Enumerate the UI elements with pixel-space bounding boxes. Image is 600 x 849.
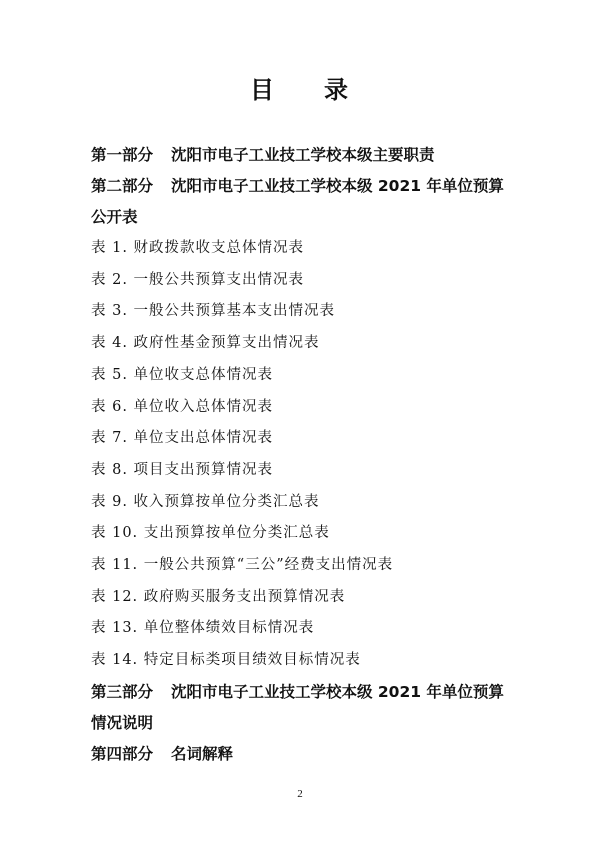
- page-number: 2: [297, 788, 303, 800]
- title-char-2: 录: [324, 76, 350, 104]
- part-number: 第三部分: [91, 682, 154, 701]
- toc-part-4: [91, 739, 521, 770]
- part-title: 沈阳市电子工业技工学校本级 2021 年单位预算: [171, 682, 504, 701]
- part-title: 沈阳市电子工业技工学校本级主要职责: [171, 146, 435, 164]
- title-char-1: 目: [250, 76, 276, 104]
- toc-part-1: [91, 140, 521, 171]
- table-of-contents: [91, 140, 521, 770]
- part-number: 第一部分: [91, 146, 154, 164]
- part-number: 第二部分: [91, 177, 154, 195]
- toc-table-item: 表 7. 单位支出总体情况表: [91, 430, 274, 447]
- toc-part-3: [91, 677, 521, 739]
- toc-table-item: 表 4. 政府性基金预算支出情况表: [91, 335, 320, 352]
- toc-table-item: 表 11. 一般公共预算“三公”经费支出情况表: [91, 557, 394, 574]
- toc-table-item: 表 8. 项目支出预算情况表: [91, 461, 274, 478]
- toc-table-item: 表 10. 支出预算按单位分类汇总表: [91, 525, 330, 542]
- toc-table-item: 表 5. 单位收支总体情况表: [91, 366, 274, 383]
- toc-table-item: 表 2. 一般公共预算支出情况表: [91, 271, 305, 288]
- toc-table-item: 表 14. 特定目标类项目绩效目标情况表: [91, 652, 361, 669]
- part-title-continued: 公开表: [91, 208, 138, 226]
- toc-part-2: [91, 171, 521, 233]
- toc-table-item: 表 9. 收入预算按单位分类汇总表: [91, 493, 320, 510]
- part-number: 第四部分: [91, 744, 154, 763]
- toc-table-item: 表 12. 政府购买服务支出预算情况表: [91, 588, 346, 605]
- toc-table-item: 表 3. 一般公共预算基本支出情况表: [91, 303, 336, 320]
- part-title: 沈阳市电子工业技工学校本级 2021 年单位预算: [171, 177, 504, 195]
- toc-table-item: 表 13. 单位整体绩效目标情况表: [91, 620, 315, 637]
- toc-table-item: 表 1. 财政拨款收支总体情况表: [91, 240, 305, 256]
- part-title: 名词解释: [171, 744, 234, 763]
- part-title-continued: 情况说明: [91, 713, 154, 732]
- toc-table-item: 表 6. 单位收入总体情况表: [91, 398, 274, 415]
- page-title: [0, 70, 600, 105]
